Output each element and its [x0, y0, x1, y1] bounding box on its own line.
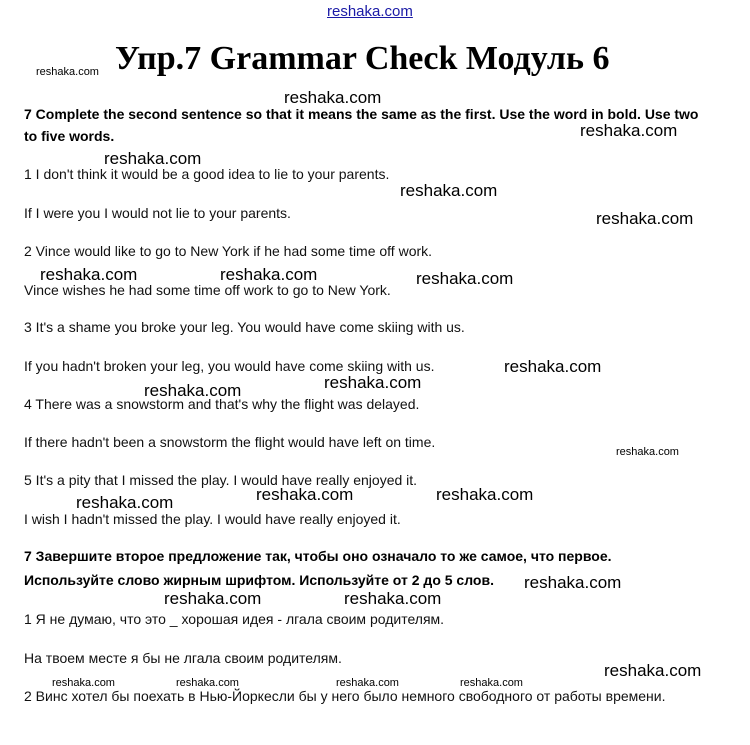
watermark: reshaka.com	[40, 265, 138, 284]
watermark: reshaka.com	[176, 677, 239, 689]
watermark: reshaka.com	[504, 357, 602, 376]
watermark: reshaka.com	[344, 589, 442, 608]
russian-instruction: 7 Завершите второе предложение так, чтобы оно означало то же самое, что первое.	[24, 548, 612, 564]
russian-line: 2 Винс хотел бы поехать в Нью-Йоркесли бы у него было немного свободного от работы времени.	[24, 688, 666, 704]
watermark: reshaka.com	[580, 121, 678, 140]
watermark: reshaka.com	[36, 66, 99, 78]
russian-line: На твоем месте я бы не лгала своим родителям.	[24, 650, 342, 666]
watermark: reshaka.com	[416, 269, 514, 288]
watermark: reshaka.com	[436, 485, 534, 504]
watermark: reshaka.com	[164, 589, 262, 608]
watermark: reshaka.com	[284, 88, 382, 107]
watermark: reshaka.com	[324, 373, 422, 392]
watermark: reshaka.com	[616, 446, 679, 458]
watermark: reshaka.com	[400, 181, 498, 200]
english-line: Vince wishes he had some time off work to go to New York.	[24, 282, 391, 298]
watermark: reshaka.com	[336, 677, 399, 689]
watermark: reshaka.com	[52, 677, 115, 689]
watermark: reshaka.com	[596, 209, 694, 228]
english-line: 1 I don't think it would be a good idea to lie to your parents.	[24, 166, 390, 182]
watermark: reshaka.com	[256, 485, 354, 504]
english-line: If I were you I would not lie to your parents.	[24, 205, 291, 221]
site-link[interactable]: reshaka.com	[327, 3, 413, 20]
english-line: I wish I hadn't missed the play. I would have really enjoyed it.	[24, 511, 401, 527]
watermark: reshaka.com	[104, 149, 202, 168]
english-line: If there hadn't been a snowstorm the flight would have left on time.	[24, 434, 436, 450]
watermark: reshaka.com	[460, 677, 523, 689]
russian-instruction-cont: Используйте слово жирным шрифтом. Используйте от 2 до 5 слов.	[24, 572, 494, 588]
english-line: 5 It's a pity that I missed the play. I would have really enjoyed it.	[24, 472, 418, 488]
watermark: reshaka.com	[604, 661, 702, 680]
english-line: 2 Vince would like to go to New York if he had some time off work.	[24, 243, 433, 259]
english-line: 4 There was a snowstorm and that's why the flight was delayed.	[24, 396, 420, 412]
english-line: If you hadn't broken your leg, you would have come skiing with us.	[24, 358, 435, 374]
russian-line: 1 Я не думаю, что это _ хорошая идея - лгала своим родителям.	[24, 611, 445, 627]
watermark: reshaka.com	[524, 573, 622, 592]
english-instruction: 7 Complete the second sentence so that it means the same as the first. Use the word in bold. Use two	[24, 106, 699, 122]
watermark: reshaka.com	[220, 265, 318, 284]
watermark: reshaka.com	[144, 381, 242, 400]
english-instruction-cont: to five words.	[24, 128, 115, 144]
page-title: Упр.7 Grammar Check Модуль 6	[115, 40, 610, 77]
english-line: 3 It's a shame you broke your leg. You would have come skiing with us.	[24, 319, 465, 335]
watermark: reshaka.com	[76, 493, 174, 512]
